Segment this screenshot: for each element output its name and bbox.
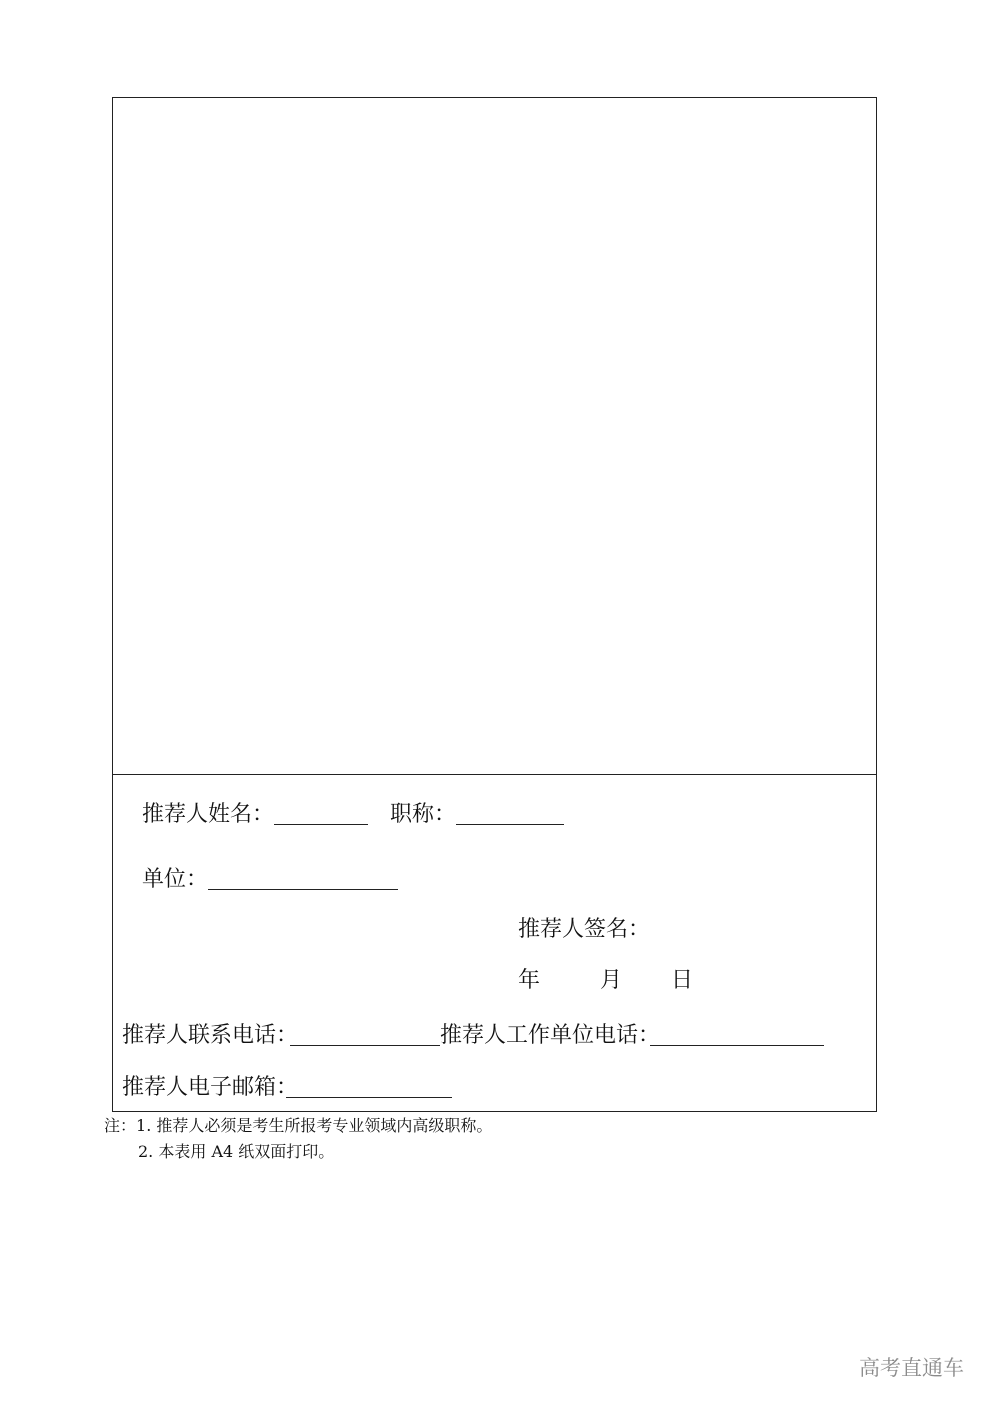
email-row [122,1075,452,1099]
name-title-row [142,802,564,826]
note-item-1: 1. 推荐人必须是考生所报考专业领域内高级职称。 [136,1116,493,1135]
recommender-name-label: 推荐人姓名： [142,802,275,827]
form-section-divider [112,774,877,775]
note-item-2: 2. 本表用 A4 纸双面打印。 [138,1142,335,1161]
date-year-label: 年 [518,968,541,993]
phone-row [122,1023,824,1047]
unit-field[interactable] [208,867,398,890]
date-month-label: 月 [600,968,623,993]
notes-prefix: 注： [104,1116,137,1135]
note-1 [104,1118,492,1134]
watermark: 高考直通车 [859,1356,964,1380]
recommendation-form-box [112,97,877,1112]
date-day-label: 日 [671,968,694,993]
email-field[interactable] [286,1075,452,1098]
title-field[interactable] [456,802,564,825]
work-phone-label: 推荐人工作单位电话： [440,1023,661,1048]
phone-label: 推荐人联系电话： [122,1023,299,1048]
unit-row [142,867,398,891]
unit-label: 单位： [142,867,209,892]
signature-label: 推荐人签名： [518,917,651,942]
phone-field[interactable] [290,1023,440,1046]
date-row [518,970,718,994]
recommender-name-field[interactable] [274,802,368,825]
title-label: 职称： [390,802,457,827]
work-phone-field[interactable] [650,1023,824,1046]
email-label: 推荐人电子邮箱： [122,1075,299,1100]
